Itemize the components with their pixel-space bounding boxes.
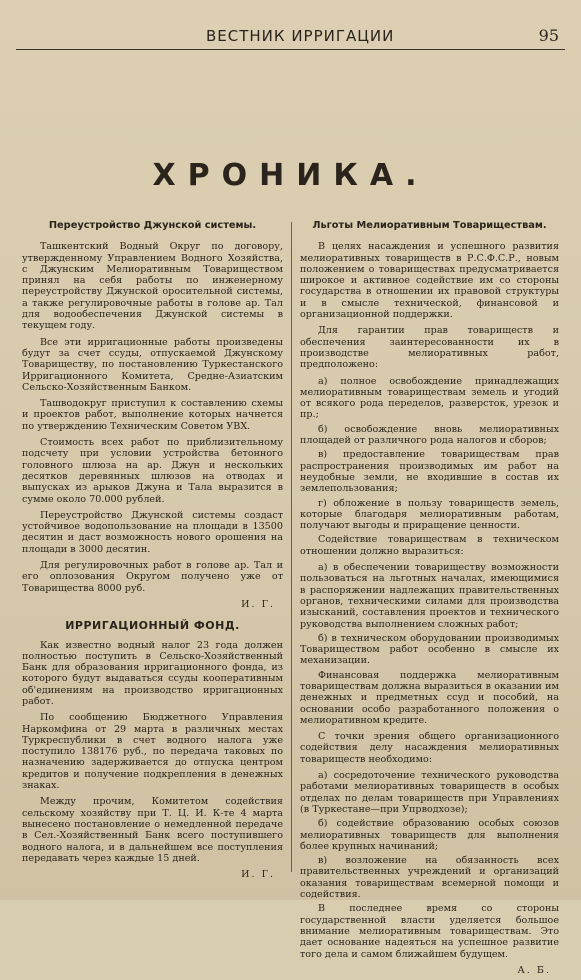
paragraph: Переустройство Джунской системы создаст устойчивое водопользование на площади в 13500 десятин и даст возможность нового орошения на площади в 3000 десятин. [22, 509, 283, 555]
list-item: а) сосредоточение технического руководства работами мелиоративных товариществ в особых отделах по делам товариществ при Управлениях (в Туркестане—при Упрводхозе); [300, 770, 559, 815]
paragraph: В последнее время со стороны государственной власти уделяется большое внимание мелиоративным товариществам. Это дает основание надеяться на успешное развитие того дела и самом ближайшем будущем. [300, 903, 559, 960]
paragraph: Для гарантии прав товариществ и обеспечения заинтересованности их в производстве мелиоративных работ, предположено: [300, 325, 559, 371]
list-item: а) полное освобождение принадлежащих мелиоративным товариществам земель и угодий от всякого рода переделов, разверсток, урезок и пр.; [300, 375, 559, 421]
page-header [16, 22, 565, 50]
paragraph: Как известно водный налог 23 года должен полностью поступить в Сельско-Хозяйственный Банк для образования ирригационного фонда, из которого будут выдаваться ссуды кооперативным об'единениям на производство ирригационных работ. [22, 639, 283, 707]
paragraph: Ташводокруг приступил к составлению схемы и проектов работ, выполнение которых начнется по утверждению Техническим Советом УВХ. [22, 398, 283, 432]
list-item: б) содействие образованию особых союзов мелиоративных товариществ для выполнения более крупных начинаний; [300, 818, 559, 852]
article-heading-benefits: Льготы Мелиоративным Товариществам. [312, 220, 547, 231]
left-column [22, 220, 283, 884]
article-signature: И. Г. [241, 598, 275, 610]
paragraph: Для регулировочных работ в голове ар. Тал и его оплозования Округом получено уже от Товарищества 8000 руб. [22, 560, 283, 594]
paragraph: Финансовая поддержка мелиоративным товариществам должна выразиться в оказании им денежных и предметных ссуд и пособий, на основании особо разработанного положения о мелиоративном кредите. [300, 669, 559, 726]
list-item: а) в обеспечении товариществу возможности пользоваться на льготных началах, имеющимися в распоряжении надлежащих правительственных органов, техническими силами для производства изысканий, составления проектов и технического руководства выполнением сложных работ; [300, 562, 559, 630]
section-title: ХРОНИКА. [152, 158, 429, 193]
article-signature: И. Г. [241, 869, 275, 881]
paragraph: Содействие товариществам в техническом отношении должно выразиться: [300, 534, 559, 557]
list-item: в) возложение на обязанность всех правительственных учреждений и организаций оказания товариществам всемерной помощи и содействия. [300, 855, 559, 901]
paragraph: Все эти ирригационные работы произведены будут за счет ссуды, отпускаемой Джунскому Товариществу, по постановлению Туркестанского Ирригационного Комитета, Средне-Азиатским Сельско-Хозяйственным Банком. [22, 336, 283, 393]
page-number: 95 [538, 26, 559, 45]
paragraph: Между прочим, Комитетом содействия сельскому хозяйству при Т. Ц. И. К-те 4 марта вынесено постановление о немедленной передаче в Сел.-Хозяйственный Банк всего поступившего водного налога, и в дальнейшем все поступления передавать через каждые 15 дней. [22, 796, 283, 864]
list-item: в) предоставление товариществам прав распространения производимых им работ на неудобные земли, не входившие в состав их землепользования; [300, 449, 559, 495]
right-column [300, 220, 559, 980]
journal-title: ВЕСТНИК ИРРИГАЦИИ [206, 26, 395, 45]
paragraph: Ташкентский Водный Округ по договору, утвержденному Управлением Водного Хозяйства, с Джунским Мелиоративным Товариществом принял на себя работы по инженерному переустройству Джунской оросительной системы, а также регулировочные работы в голове ар. Тал для водообеспечения Джунской системы в текущем году. [22, 241, 283, 332]
article-heading-dzhun: Переустройство Джунской системы. [48, 220, 257, 231]
list-item: г) обложение в пользу товариществ земель, которые благодаря мелиоративным работам, получают выгоды и приращение ценности. [300, 497, 559, 532]
column-divider [291, 222, 292, 872]
list-item: б) освобождение вновь мелиоративных площадей от различного рода налогов и сборов; [300, 423, 559, 447]
paragraph: С точки зрения общего организационного содействия делу насаждения мелиоративных товариществ необходимо: [300, 731, 559, 765]
paragraph: По сообщению Бюджетного Управления Наркомфина от 29 марта в различных местах Туркреспублики в счет водного налога уже поступило 138176 руб., по передача таковых по назначению задерживается до отпуска центром кредитов и получение подкрепления в денежных знаках. [22, 712, 283, 792]
article-heading-fund: ИРРИГАЦИОННЫЙ ФОНД. [65, 619, 240, 633]
article-signature: А. Б. [517, 964, 551, 976]
paragraph: В целях насаждения и успешного развития мелиоративных товариществ в Р.С.Ф.С.Р., новым положением о товариществах предусматривается широкое и активное содействие им со стороны государства в отношении их правовой структуры и в смысле технической, финансовой и организационной поддержки. [300, 241, 559, 321]
paragraph: Стоимость всех работ по приблизительному подсчету при условии устройства бетонного головного шлюза на ар. Джун и нескольких десятков деревянных шлюзов на отводах и выпусках из арыков Джуна и Тала выразится в сумме около 70.000 рублей. [22, 437, 283, 505]
list-item: б) в техническом оборудовании производимых Товариществом работ особенно в смысле их механизации. [300, 632, 559, 667]
